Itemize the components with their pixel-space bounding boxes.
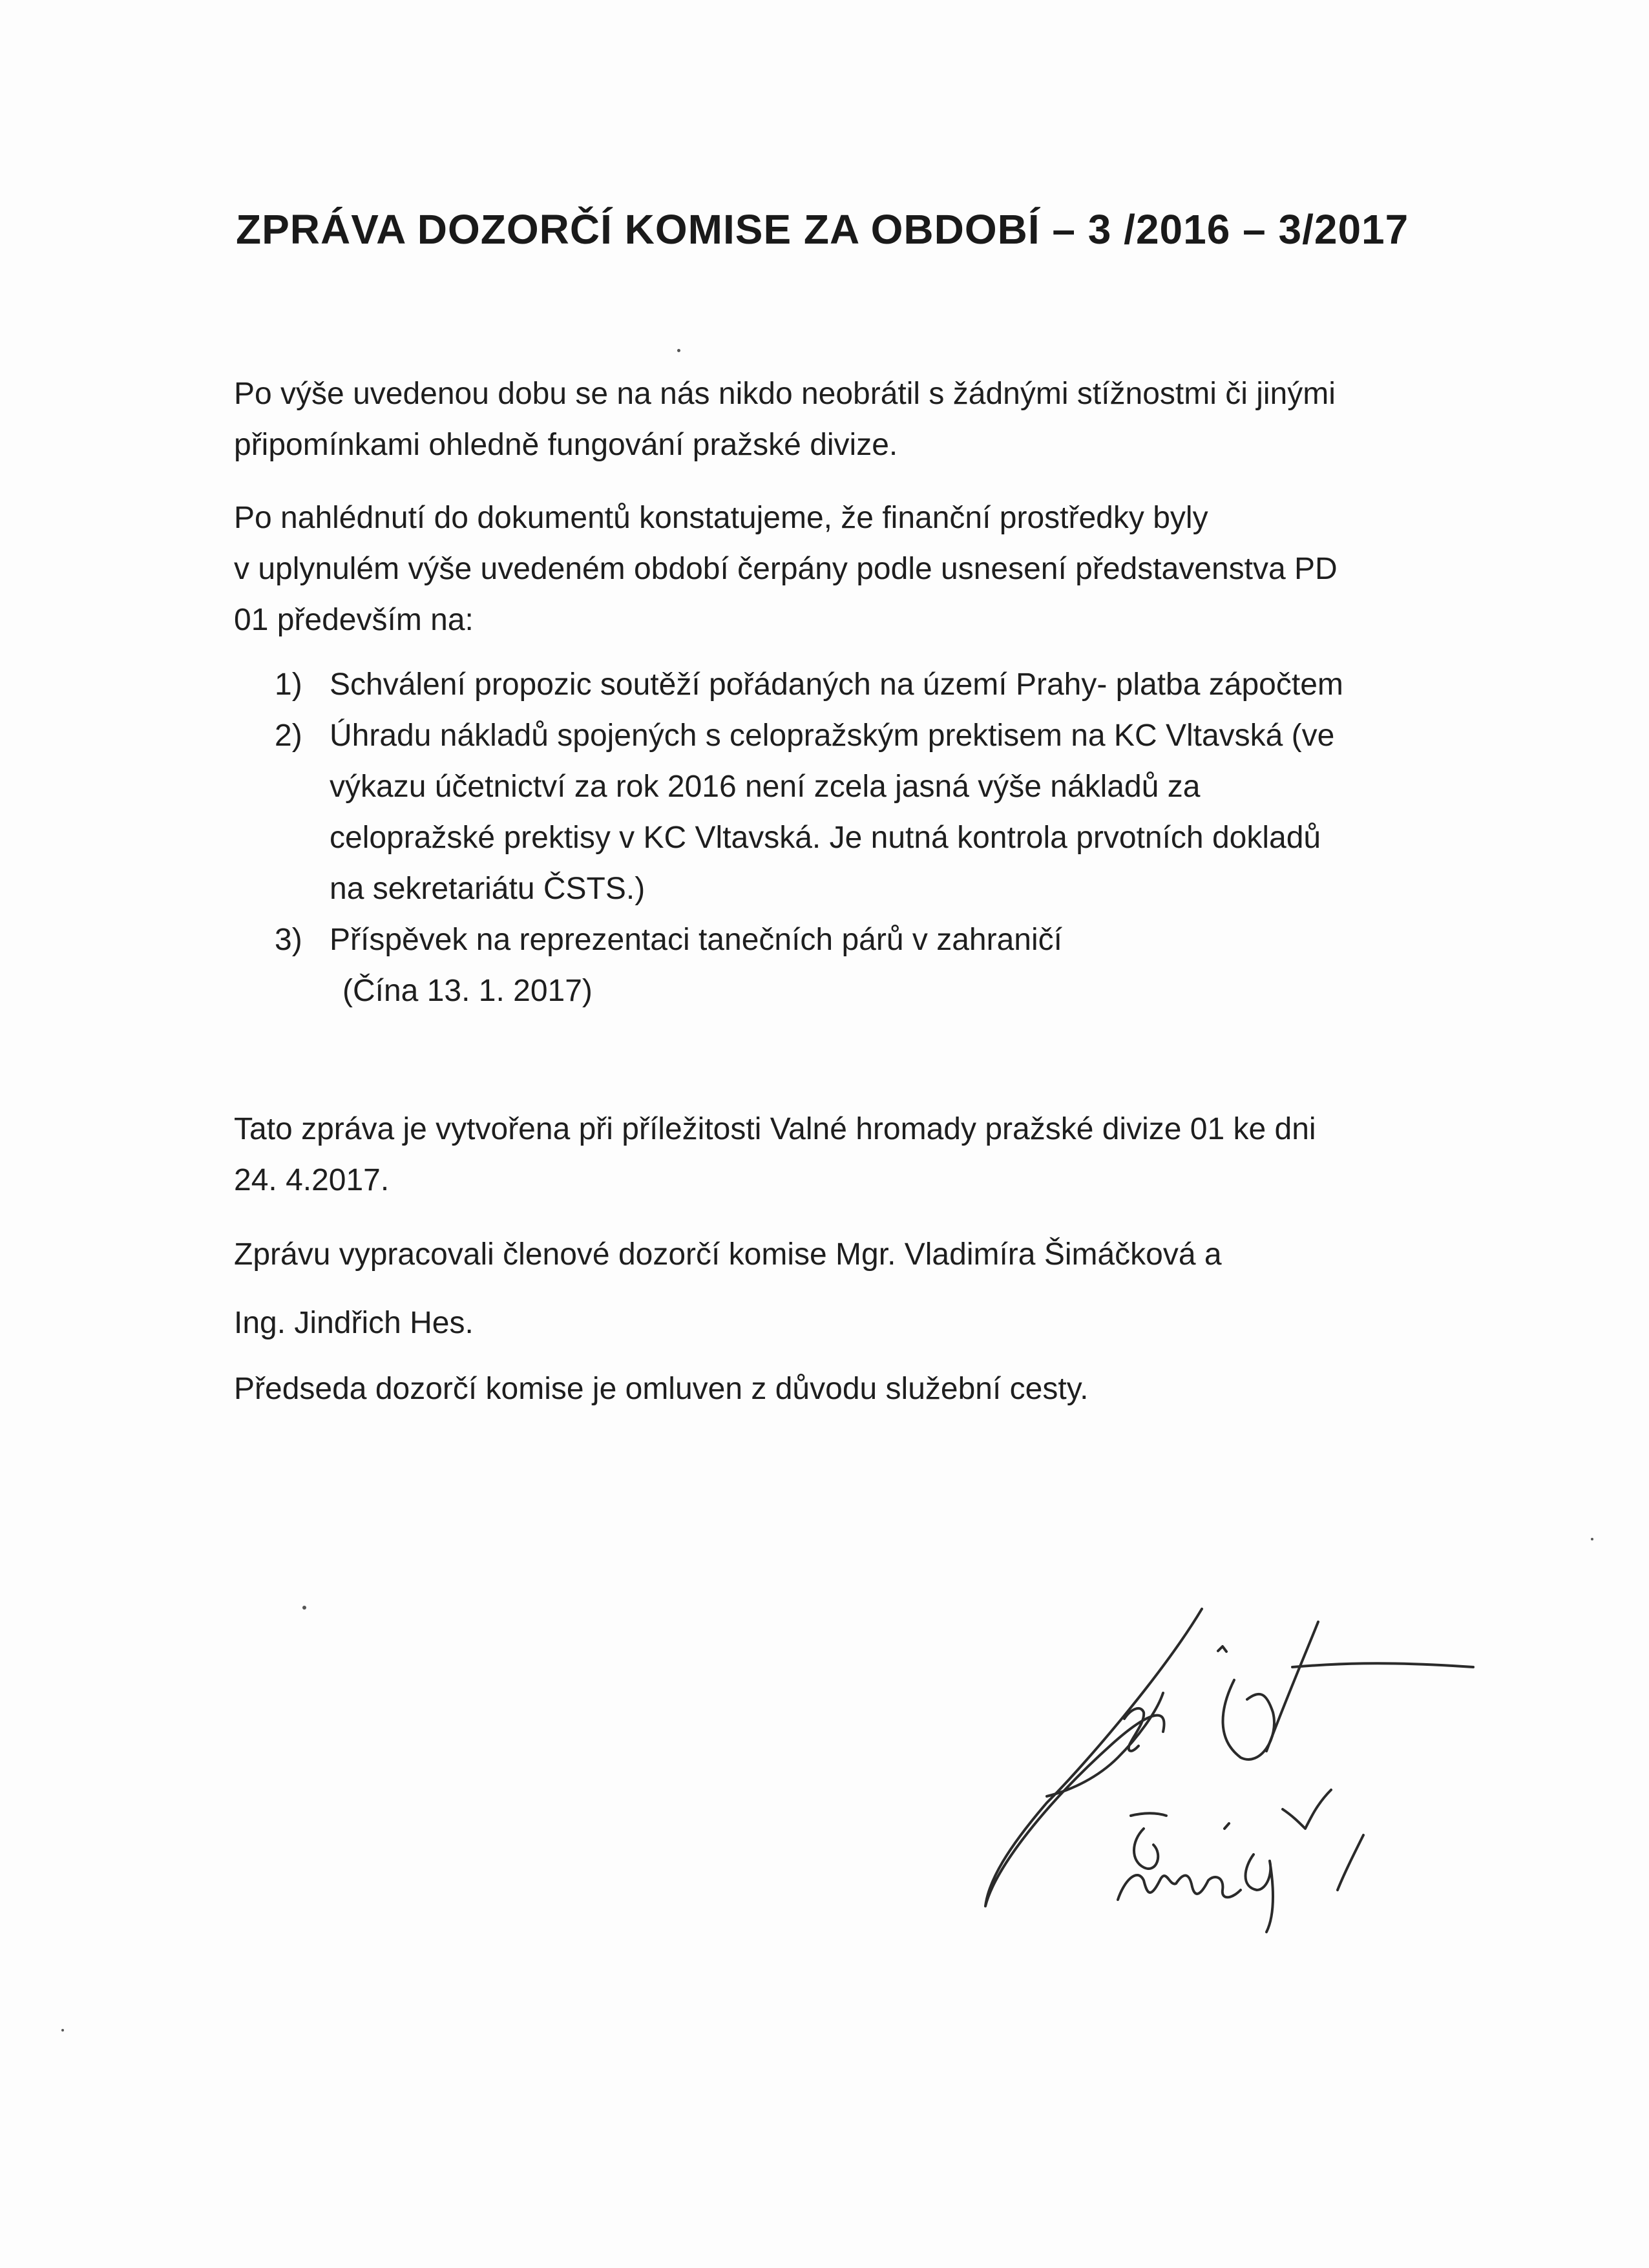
expense-list	[275, 659, 1502, 1016]
scan-speck	[677, 349, 680, 352]
list-item-number: 2)	[275, 719, 302, 753]
text-line: připomínkami ohledně fungování pražské divize.	[234, 428, 898, 462]
text-line: Po výše uvedenou dobu se na nás nikdo neobrátil s žádnými stížnostmi či jinými	[234, 377, 1336, 411]
list-item-text: výkazu účetnictví za rok 2016 není zcela jasná výše nákladů za	[330, 770, 1201, 804]
handwritten-signature	[969, 1596, 1499, 1958]
signature-stroke	[1266, 1622, 1318, 1751]
list-item-text: na sekretariátu ČSTS.)	[330, 872, 646, 906]
list-item-text: (Čína 13. 1. 2017)	[342, 974, 593, 1008]
signature-stroke	[1224, 1823, 1229, 1829]
list-item-number: 1)	[275, 667, 302, 702]
paragraph-financial-review	[234, 492, 1475, 646]
list-item-text: Schválení propozic soutěží pořádaných na území Prahy- platba zápočtem	[330, 667, 1343, 702]
signature-stroke	[1047, 1693, 1163, 1796]
paragraph-chairman-absence	[234, 1363, 1475, 1414]
paragraph-authors	[234, 1229, 1475, 1280]
signature-stroke	[1218, 1646, 1226, 1652]
paragraph-no-complaints	[234, 368, 1475, 470]
signature-stroke	[1246, 1854, 1274, 1932]
signature-stroke	[1134, 1829, 1158, 1869]
list-item-number: 3)	[275, 923, 302, 957]
scan-speck	[1591, 1538, 1593, 1540]
list-item	[275, 659, 1502, 710]
signature-stroke	[1283, 1790, 1331, 1829]
text-line: Tato zpráva je vytvořena při příležitosti Valné hromady pražské divize 01 ke dni	[234, 1112, 1316, 1146]
list-item	[275, 710, 1502, 914]
signature-stroke	[1338, 1835, 1363, 1890]
text-line: 24. 4.2017.	[234, 1163, 390, 1197]
signature-stroke	[1292, 1663, 1473, 1667]
scan-speck	[302, 1606, 306, 1610]
paragraph-author-second	[234, 1297, 1475, 1349]
signature-stroke	[985, 1609, 1202, 1906]
text-line: Předseda dozorčí komise je omluven z důvodu služební cesty.	[234, 1372, 1089, 1406]
document-title: ZPRÁVA DOZORČÍ KOMISE ZA OBDOBÍ – 3 /2016 – 3/2017	[236, 206, 1409, 253]
text-line: Zprávu vypracovali členové dozorčí komise Mgr. Vladimíra Šimáčková a	[234, 1237, 1222, 1272]
list-item-text: Příspěvek na reprezentaci tanečních párů v zahraničí	[330, 923, 1062, 957]
list-item-text: celopražské prektisy v KC Vltavská. Je nutná kontrola prvotních dokladů	[330, 821, 1321, 855]
text-line: Ing. Jindřich Hes.	[234, 1306, 474, 1340]
signature-stroke	[1118, 1875, 1241, 1900]
text-line: Po nahlédnutí do dokumentů konstatujeme, že finanční prostředky byly	[234, 501, 1208, 535]
text-line: v uplynulém výše uvedeném období čerpány podle usnesení představenstva PD	[234, 552, 1338, 586]
list-item-text: Úhradu nákladů spojených s celopražským prektisem na KC Vltavská (ve	[330, 719, 1335, 753]
paragraph-general-meeting	[234, 1104, 1475, 1206]
text-line: 01 především na:	[234, 603, 474, 637]
list-item	[275, 914, 1502, 1016]
scan-speck	[61, 2029, 64, 2032]
signature-stroke	[1131, 1813, 1166, 1816]
